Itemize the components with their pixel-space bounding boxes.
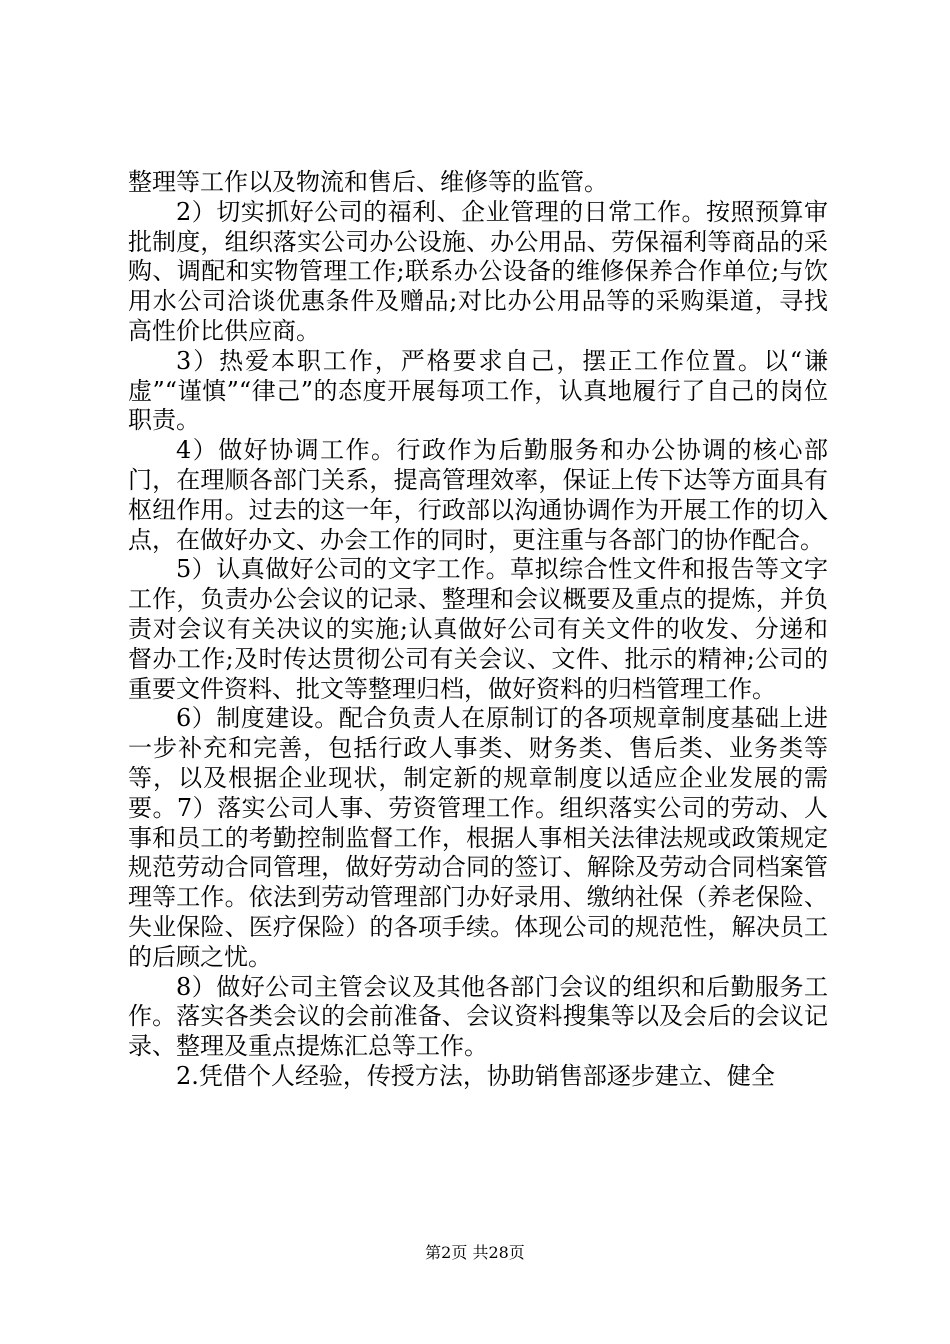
paragraph-item-3: 3）热爱本职工作，严格要求自己，摆正工作位置。以“谦虚”“谨慎”“律己”的态度开展每项工作，认真地履行了自己的岗位职责。 <box>128 346 828 435</box>
page-number: 第2页 共28页 <box>425 1243 525 1262</box>
document-body <box>128 168 828 1092</box>
paragraph-item-4: 4）做好协调工作。行政作为后勤服务和办公协调的核心部门，在理顺各部门关系，提高管理效率，保证上传下达等方面具有枢纽作用。过去的这一年，行政部以沟通协调作为开展工作的切入点，在做好办文、办会工作的同时，更注重与各部门的协作配合。 <box>128 436 828 554</box>
paragraph-item-2: 2）切实抓好公司的福利、企业管理的日常工作。按照预算审批制度，组织落实公司办公设施、办公用品、劳保福利等商品的采购、调配和实物管理工作;联系办公设备的维修保养合作单位;与饮用水公司洽谈优惠条件及赠品;对比办公用品等的采购渠道，寻找高性价比供应商。 <box>128 197 828 345</box>
paragraph-item-6-7: 6）制度建设。配合负责人在原制订的各项规章制度基础上进一步补充和完善，包括行政人事类、财务类、售后类、业务类等等，以及根据企业现状，制定新的规章制度以适应企业发展的需要。7）落实公司人事、劳资管理工作。组织落实公司的劳动、人事和员工的考勤控制监督工作，根据人事相关法律法规或政策规定规范劳动合同管理，做好劳动合同的签订、解除及劳动合同档案管理等工作。依法到劳动管理部门办好录用、缴纳社保（养老保险、失业保险、医疗保险）的各项手续。体现公司的规范性，解决员工的后顾之忧。 <box>128 704 828 971</box>
paragraph-item-5: 5）认真做好公司的文字工作。草拟综合性文件和报告等文字工作，负责办公会议的记录、整理和会议概要及重点的提炼，并负责对会议有关决议的实施;认真做好公司有关文件的收发、分递和督办工作;及时传达贯彻公司有关会议、文件、批示的精神;公司的重要文件资料、批文等整理归档，做好资料的归档管理工作。 <box>128 555 828 703</box>
paragraph-item-8: 8）做好公司主管会议及其他各部门会议的组织和后勤服务工作。落实各类会议的会前准备、会议资料搜集等以及会后的会议记录、整理及重点提炼汇总等工作。 <box>128 972 828 1061</box>
paragraph-continuation: 整理等工作以及物流和售后、维修等的监管。 <box>128 168 608 196</box>
page-footer <box>0 1243 950 1263</box>
paragraph-section-2: 2.凭借个人经验，传授方法，协助销售部逐步建立、健全 <box>176 1061 775 1090</box>
